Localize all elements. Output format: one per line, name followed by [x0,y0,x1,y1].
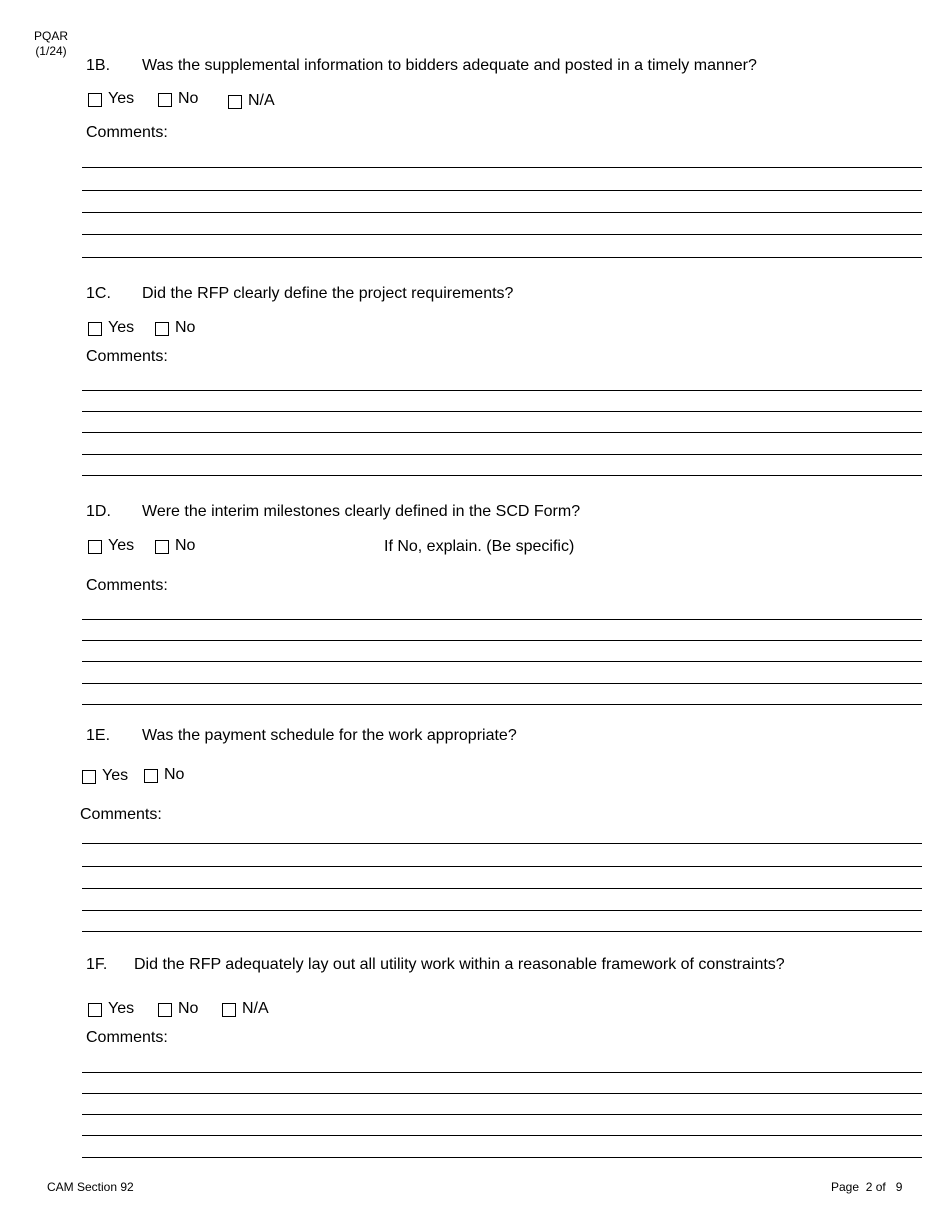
question-number: 1B. [86,57,111,74]
comment-line[interactable] [82,190,922,191]
question-1f [86,956,785,974]
checkbox[interactable] [144,769,158,783]
comment-line[interactable] [82,257,922,258]
option-label: No [175,537,196,554]
comment-line[interactable] [82,411,922,412]
comment-line[interactable] [82,866,922,867]
checkbox[interactable] [88,1003,102,1017]
question-text: Did the RFP adequately lay out all utility work within a reasonable framework of constraints? [134,956,785,973]
option-label: N/A [242,1000,269,1017]
comment-line[interactable] [82,843,922,844]
option-1e-no[interactable] [144,766,184,784]
comment-line[interactable] [82,454,922,455]
question-text: Were the interim milestones clearly defined in the SCD Form? [142,503,581,520]
comment-line[interactable] [82,1114,922,1115]
page-prefix: Page [831,1180,860,1194]
comment-line[interactable] [82,619,922,620]
comment-line[interactable] [82,390,922,391]
checkbox[interactable] [222,1003,236,1017]
checkbox[interactable] [155,322,169,336]
footer-page-number [831,1180,902,1194]
option-label: N/A [248,92,275,109]
checkbox[interactable] [158,1003,172,1017]
option-1d-yes[interactable] [88,537,134,555]
question-1c [86,285,513,303]
checkbox[interactable] [158,93,172,107]
option-1c-yes[interactable] [88,319,134,337]
form-code: PQAR [33,29,68,43]
option-1b-no[interactable] [158,90,198,108]
comment-line[interactable] [82,475,922,476]
comment-line[interactable] [82,212,922,213]
comments-label-1b: Comments: [86,124,168,141]
option-label: Yes [108,90,135,107]
comment-line[interactable] [82,167,922,168]
option-1b-na[interactable] [228,92,275,110]
question-number: 1C. [86,285,111,302]
comment-line[interactable] [82,1072,922,1073]
footer-section: CAM Section 92 [47,1180,134,1194]
question-text: Did the RFP clearly define the project requirements? [142,285,514,302]
comments-label-1c: Comments: [86,348,168,365]
option-1d-no[interactable] [155,537,195,555]
question-text: Was the payment schedule for the work appropriate? [142,727,517,744]
checkbox[interactable] [88,322,102,336]
comment-line[interactable] [82,1157,922,1158]
page-current: 2 [865,1180,873,1194]
comment-line[interactable] [82,432,922,433]
option-1f-yes[interactable] [88,1000,134,1018]
comments-label-1d: Comments: [86,577,168,594]
option-label: Yes [108,537,135,554]
comment-line[interactable] [82,661,922,662]
question-number: 1D. [86,503,111,520]
option-label: Yes [108,1000,135,1017]
comment-line[interactable] [82,704,922,705]
checkbox[interactable] [88,93,102,107]
checkbox[interactable] [88,540,102,554]
option-label: No [164,766,185,783]
question-number: 1F. [86,956,108,973]
option-label: No [175,319,196,336]
comment-line[interactable] [82,1135,922,1136]
option-label: Yes [102,767,129,784]
question-1b [86,57,757,75]
option-label: Yes [108,319,135,336]
checkbox[interactable] [155,540,169,554]
checkbox[interactable] [82,770,96,784]
question-1e [86,727,517,745]
comment-line[interactable] [82,234,922,235]
comment-line[interactable] [82,683,922,684]
option-1f-na[interactable] [222,1000,269,1018]
comment-line[interactable] [82,1093,922,1094]
option-1b-yes[interactable] [88,90,134,108]
comment-line[interactable] [82,910,922,911]
option-1f-no[interactable] [158,1000,198,1018]
checkbox[interactable] [228,95,242,109]
question-text: Was the supplemental information to bidders adequate and posted in a timely manner? [142,57,757,74]
option-label: No [178,1000,199,1017]
comments-label-1f: Comments: [86,1029,168,1046]
comment-line[interactable] [82,640,922,641]
comment-line[interactable] [82,931,922,932]
comments-label-1e: Comments: [80,806,162,823]
form-id-block [28,29,74,59]
page-of: of [875,1180,886,1194]
question-number: 1E. [86,727,111,744]
form-date: (1/24) [35,44,67,58]
option-1e-yes[interactable] [82,767,128,785]
comment-line[interactable] [82,888,922,889]
page-total: 9 [895,1180,903,1194]
option-label: No [178,90,199,107]
explain-note-1d: If No, explain. (Be specific) [384,538,575,555]
option-1c-no[interactable] [155,319,195,337]
question-1d [86,503,580,521]
